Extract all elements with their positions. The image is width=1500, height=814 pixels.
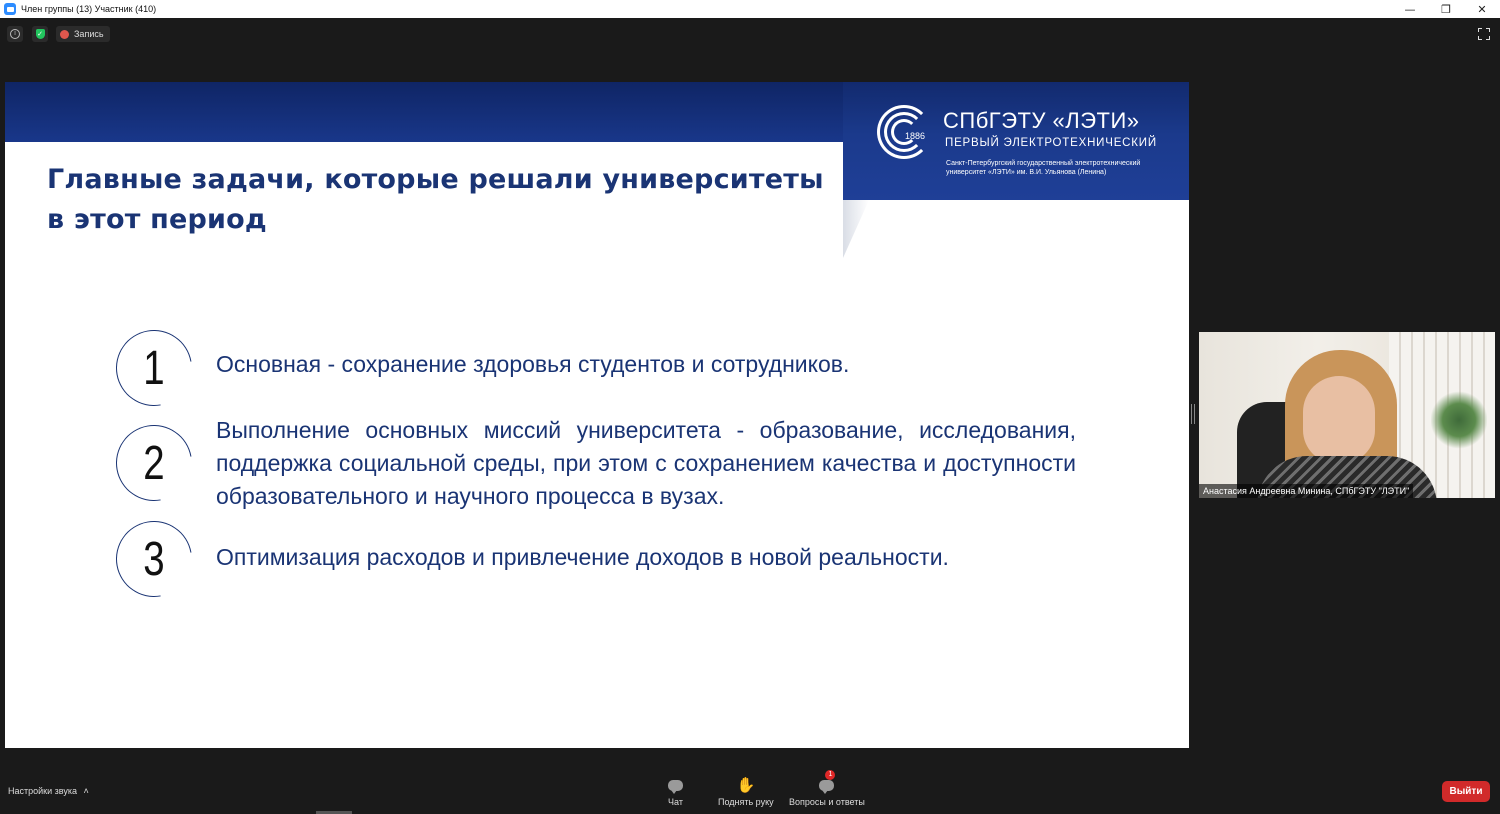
- qa-icon: [819, 771, 834, 794]
- close-icon[interactable]: ✕: [1477, 2, 1487, 16]
- item-number: 2: [143, 436, 165, 490]
- logo-year: 1886: [905, 131, 926, 141]
- qa-button[interactable]: [789, 771, 865, 807]
- fullscreen-icon[interactable]: [1478, 28, 1490, 40]
- item-text: Основная - сохранение здоровья студентов и сотрудников.: [216, 351, 850, 377]
- meeting-bottom-toolbar: [0, 766, 1500, 814]
- chevron-up-icon: ˄: [83, 786, 89, 796]
- item-number: 3: [143, 532, 165, 586]
- slide-header-band-top: [5, 82, 843, 142]
- university-logo: [877, 104, 1167, 184]
- shield-icon: ✓: [37, 30, 43, 38]
- window-title: Член группы (13) Участник (410): [21, 4, 157, 14]
- window-controls: [1392, 0, 1500, 18]
- audio-settings-label: Настройки звука: [8, 786, 77, 796]
- leave-button[interactable]: Выйти: [1442, 781, 1490, 802]
- logo-university-name: СПбГЭТУ «ЛЭТИ»: [943, 108, 1140, 133]
- hand-icon: ✋: [736, 776, 756, 794]
- participant-video[interactable]: [1199, 332, 1495, 498]
- restore-icon[interactable]: ❐: [1441, 2, 1451, 16]
- recording-dot-icon: [60, 30, 69, 39]
- recording-indicator[interactable]: [56, 26, 110, 42]
- chat-label: Чат: [668, 797, 683, 807]
- item-text: Оптимизация расходов и привлечение доходов в новой реальности.: [216, 544, 949, 570]
- logo-university-full-name: Санкт-Петербургский государственный электротехнический университет «ЛЭТИ» им. В.И. Ульянова (Ленина): [946, 160, 1141, 176]
- raise-hand-label: Поднять руку: [718, 797, 774, 807]
- recording-label: Запись: [74, 29, 104, 39]
- minimize-icon[interactable]: —: [1404, 2, 1416, 16]
- window-titlebar: [0, 0, 1500, 18]
- participant-name: Анастасия Андреевна Минина, СПбГЭТУ "ЛЭТИ": [1199, 484, 1413, 498]
- info-icon: i: [10, 29, 20, 39]
- item-text: Выполнение основных миссий университета - образование, исследования, поддержка социальной среды, при этом с сохранением качества и доступности образовательного и научного процесса в вузах.: [216, 417, 1076, 509]
- shared-screen-slide: [5, 82, 1189, 748]
- raise-hand-button[interactable]: [718, 776, 774, 807]
- chat-button[interactable]: [668, 776, 683, 807]
- meeting-top-toolbar: [0, 18, 1500, 50]
- panel-splitter-handle[interactable]: [1191, 404, 1195, 424]
- item-number: 1: [143, 341, 165, 395]
- logo-university-subtitle: ПЕРВЫЙ ЭЛЕКТРОТЕХНИЧЕСКИЙ: [945, 137, 1157, 149]
- zoom-app-icon: [4, 3, 16, 15]
- chat-icon: [668, 776, 683, 794]
- audio-settings-button[interactable]: [8, 786, 89, 796]
- slide-title: Главные задачи, которые решали университеты в этот период: [47, 164, 824, 235]
- slide-title-card-shadow: [843, 200, 869, 258]
- qa-badge: 1: [825, 770, 835, 780]
- meeting-info-button[interactable]: [7, 26, 23, 42]
- security-button[interactable]: [32, 26, 48, 42]
- qa-label: Вопросы и ответы: [789, 797, 865, 807]
